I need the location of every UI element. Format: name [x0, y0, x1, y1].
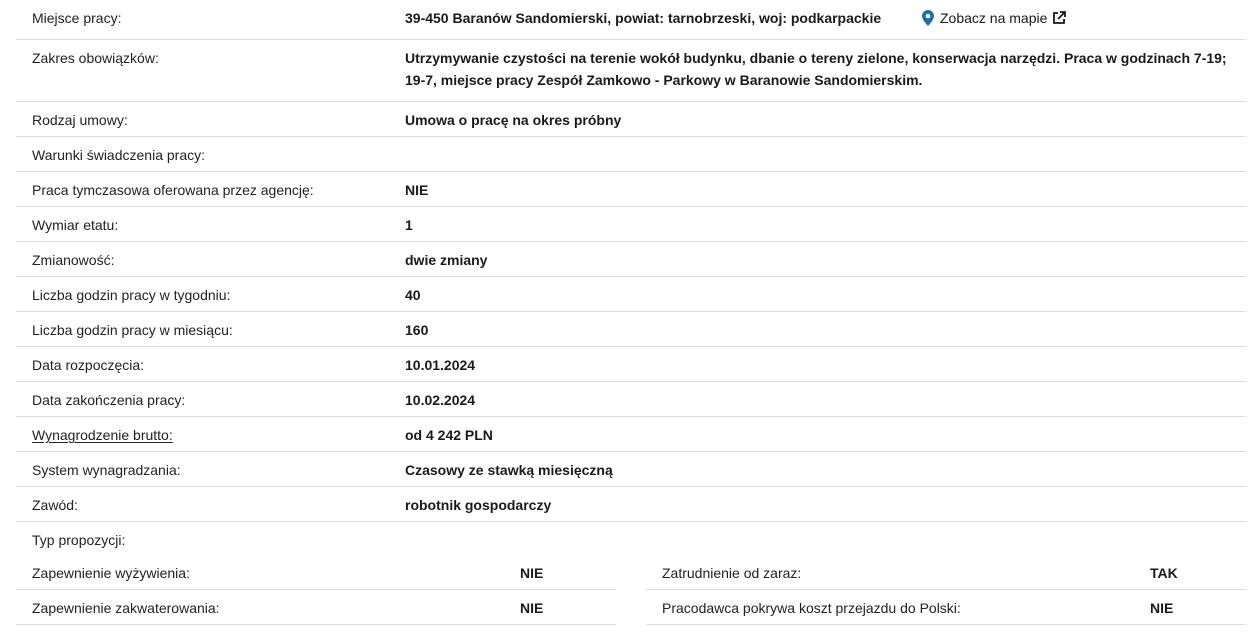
row-value: NIE: [405, 182, 429, 198]
row-label: System wynagradzania:: [32, 462, 181, 478]
row-value: Utrzymywanie czystości na terenie wokół budynku, dbanie o tereny zielone, konserwacja narzędzi. Praca w godzinach 7-19; 19-7, miejsce pracy Zespół Zamkowo - Parkowy w Baranowie Sandomierskim.: [405, 50, 1227, 88]
external-link-icon: [1052, 11, 1066, 25]
offer-value: NIE: [520, 600, 544, 616]
row-shifts: [16, 242, 1246, 277]
row-value: 40: [405, 287, 421, 303]
row-label: Zmianowość:: [32, 252, 115, 268]
row-value: robotnik gospodarczy: [405, 497, 552, 513]
map-link-label[interactable]: Zobacz na mapie: [940, 10, 1048, 26]
row-value: Czasowy ze stawką miesięczną: [405, 462, 613, 478]
row-value: 39-450 Baranów Sandomierski, powiat: tarnobrzeski, woj: podkarpackie: [405, 10, 882, 26]
row-contract-type: [16, 102, 1246, 137]
map-link[interactable]: [921, 10, 1066, 26]
row-label: Wymiar etatu:: [32, 217, 119, 233]
row-value: 10.01.2024: [405, 357, 476, 373]
row-label: Rodzaj umowy:: [32, 112, 128, 128]
row-label: Warunki świadczenia pracy:: [32, 147, 205, 163]
row-value: 1: [405, 217, 413, 233]
row-work-conditions: [16, 137, 1246, 172]
row-value: 10.02.2024: [405, 392, 476, 408]
offer-immediate: [646, 555, 1246, 590]
row-value: 160: [405, 322, 429, 338]
row-label: Liczba godzin pracy w miesiącu:: [32, 322, 233, 338]
row-label: Zawód:: [32, 497, 78, 513]
row-label: Liczba godzin pracy w tygodniu:: [32, 287, 231, 303]
row-workplace: [16, 0, 1246, 40]
row-label: Data rozpoczęcia:: [32, 357, 145, 373]
row-end-date: [16, 382, 1246, 417]
map-pin-icon: [921, 10, 935, 26]
row-hours-week: [16, 277, 1246, 312]
offer-travel-cost: [646, 590, 1246, 625]
row-pay-system: [16, 452, 1246, 487]
row-temporary-agency: [16, 172, 1246, 207]
row-label: Miejsce pracy:: [32, 10, 122, 26]
row-label: Data zakończenia pracy:: [32, 392, 186, 408]
row-label: Zakres obowiązków:: [32, 50, 159, 66]
row-value: Umowa o pracę na okres próbny: [405, 112, 622, 128]
row-duties: [16, 40, 1246, 102]
row-occupation: [16, 487, 1246, 522]
row-value: od 4 242 PLN: [405, 427, 493, 443]
row-salary: [16, 417, 1246, 452]
offer-label: Zapewnienie zakwaterowania:: [32, 600, 220, 616]
row-fte: [16, 207, 1246, 242]
offer-label: Pracodawca pokrywa koszt przejazdu do Polski:: [662, 600, 961, 616]
row-value: dwie zmiany: [405, 252, 488, 268]
row-hours-month: [16, 312, 1246, 347]
row-label: Praca tymczasowa oferowana przez agencję:: [32, 182, 314, 198]
offer-food: [16, 555, 616, 590]
row-offer-type: [16, 522, 1246, 557]
salary-label-link[interactable]: Wynagrodzenie brutto:: [32, 427, 173, 443]
row-label: Typ propozycji:: [32, 532, 126, 548]
offer-value: NIE: [520, 565, 544, 581]
row-start-date: [16, 347, 1246, 382]
offer-label: Zatrudnienie od zaraz:: [662, 565, 802, 581]
offer-label: Zapewnienie wyżywienia:: [32, 565, 190, 581]
offer-accommodation: [16, 590, 616, 625]
offer-value: TAK: [1150, 565, 1178, 581]
offer-value: NIE: [1150, 600, 1174, 616]
